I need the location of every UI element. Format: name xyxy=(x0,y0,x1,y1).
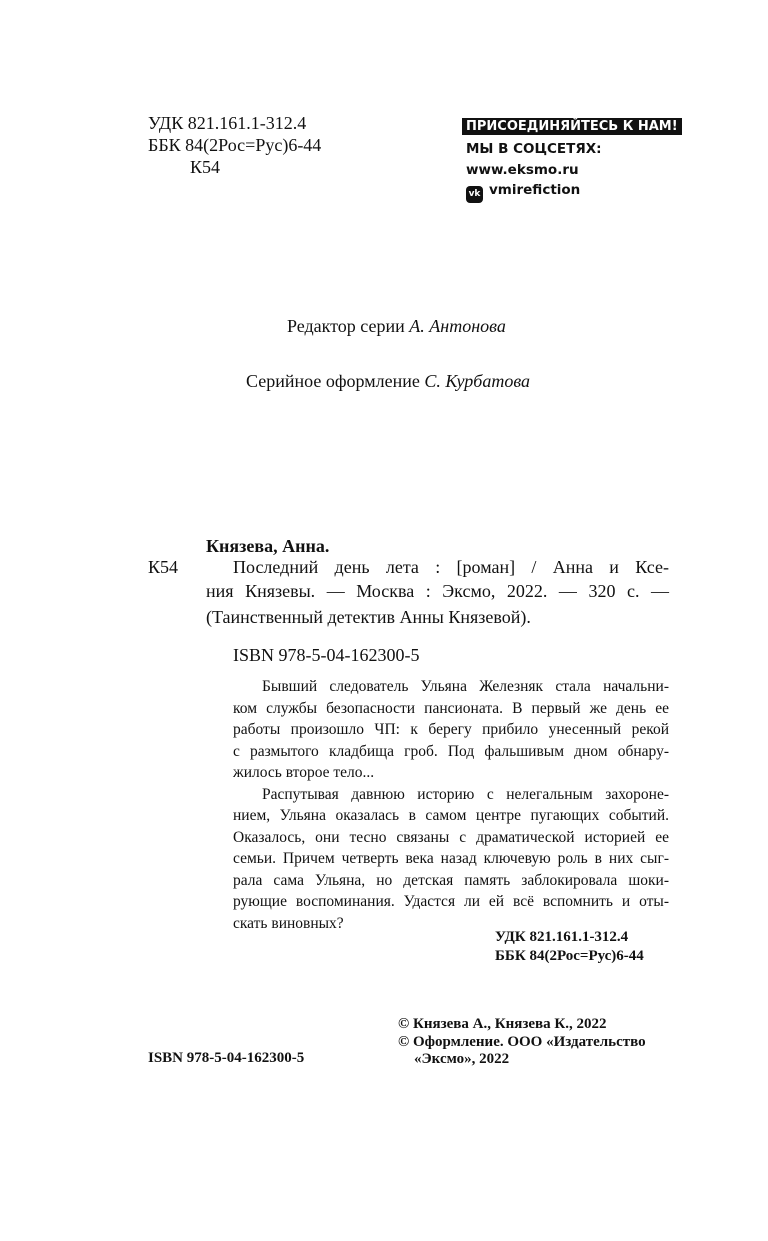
vk-handle: vmirefiction xyxy=(489,182,581,198)
annotation-bbk: ББК 84(2Рос=Рус)6-44 xyxy=(495,948,644,964)
copyright-publisher: «Эксмо», 2022 xyxy=(414,1051,510,1067)
copyright-design: © Оформление. ООО «Издательство xyxy=(398,1034,646,1050)
author-mark: К54 xyxy=(190,157,221,177)
annotation-line: рала сама Ульяна, но детская память заблокировала шоки- xyxy=(233,871,669,889)
annotation-line: жилось второе тело... xyxy=(233,764,375,781)
join-banner: ПРИСОЕДИНЯЙТЕСЬ К НАМ! xyxy=(462,118,682,135)
annotation-udk: УДК 821.161.1-312.4 xyxy=(495,929,629,945)
annotation-line: Оказалось, они тесно связаны с драматической историей ее xyxy=(233,828,669,846)
annotation-line: семьи. Причем четверть века назад ключевую роль в них сыг- xyxy=(233,850,669,867)
record-line: (Таинственный детектив Анны Князевой). xyxy=(206,607,531,627)
website-link[interactable]: www.eksmo.ru xyxy=(466,162,579,178)
annotation-line: Бывший следователь Ульяна Железняк стала начальни- xyxy=(262,678,669,695)
annotation-line: скать виновных? xyxy=(233,914,344,932)
record-code: К54 xyxy=(148,557,179,577)
social-label: МЫ В СОЦСЕТЯХ: xyxy=(466,141,602,157)
annotation-line: нием, Ульяна оказалась в самом центре пугающих событий. xyxy=(233,807,669,824)
editor-label: Редактор серии xyxy=(287,316,405,336)
annotation-line: с размытого кладбища гроб. Под фальшивым дном обнару- xyxy=(233,742,669,760)
vk-link[interactable] xyxy=(466,182,580,203)
record-line: ния Князевы. — Москва : Эксмо, 2022. — 320 с. — xyxy=(206,581,669,601)
copyright-authors: © Князева А., Князева К., 2022 xyxy=(398,1016,607,1032)
footer-isbn: ISBN 978-5-04-162300-5 xyxy=(148,1050,305,1066)
annotation-line: рующие воспоминания. Удастся ли ей всё вспомнить и оты- xyxy=(233,893,669,910)
record-line: Последний день лета : [роман] / Анна и Ксе- xyxy=(233,557,669,577)
bbk-code: ББК 84(2Рос=Рус)6-44 xyxy=(148,135,322,155)
annotation-line: ком службы безопасности пансионата. В первый же день ее xyxy=(233,699,669,717)
udk-code: УДК 821.161.1-312.4 xyxy=(148,113,307,133)
series-design xyxy=(246,370,530,392)
series-editor xyxy=(287,315,506,337)
annotation-line: работы произошло ЧП: к берегу прибило унесенный рекой xyxy=(233,721,669,738)
vk-icon: vk xyxy=(466,186,483,203)
design-name: С. Курбатова xyxy=(424,371,531,391)
record-isbn: ISBN 978-5-04-162300-5 xyxy=(233,645,420,665)
editor-name: А. Антонова xyxy=(409,316,506,336)
record-author: Князева, Анна. xyxy=(206,536,330,556)
annotation-line: Распутывая давнюю историю с нелегальным захороне- xyxy=(262,785,669,803)
design-label: Серийное оформление xyxy=(246,371,420,391)
